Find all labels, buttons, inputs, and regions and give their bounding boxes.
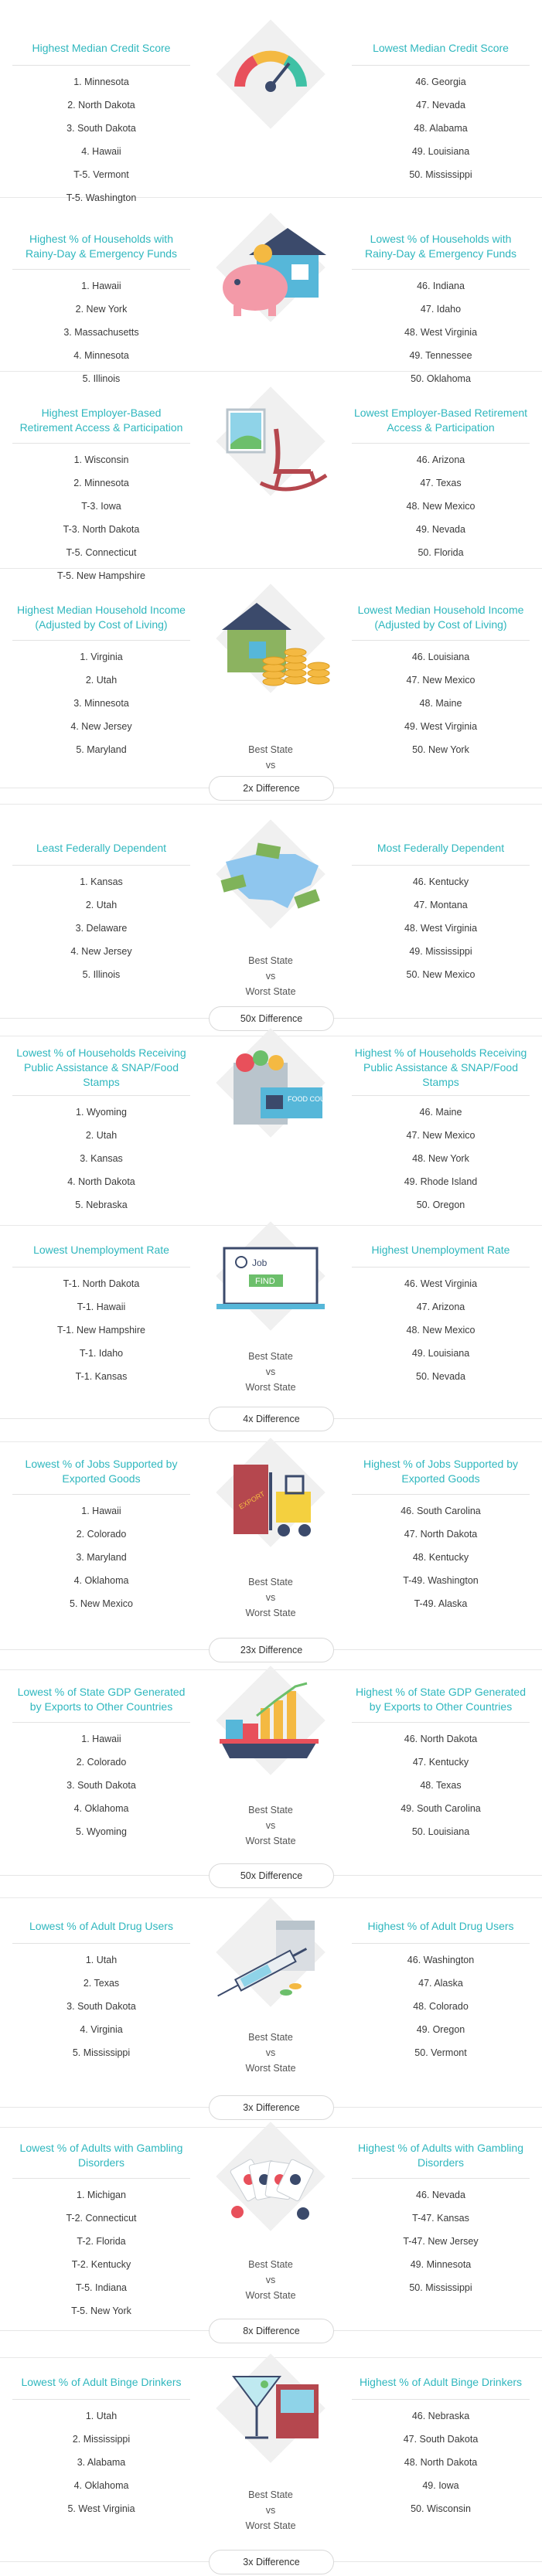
title-underline bbox=[12, 1095, 190, 1096]
ranking-list-item: 1. Utah bbox=[85, 1955, 118, 1965]
food-coupon-icon bbox=[203, 1040, 339, 1155]
find-text: FIND bbox=[255, 1277, 275, 1286]
ranking-list-item: 49. Louisiana bbox=[411, 1348, 470, 1359]
job-text: Job bbox=[252, 1257, 268, 1268]
left-ranking-title: Lowest % of Households Receiving Public Assistance & SNAP/Food Stamps bbox=[16, 1046, 186, 1088]
ranking-list-item: 49. Tennessee bbox=[409, 350, 472, 361]
best-state-label: Best State bbox=[248, 2259, 293, 2270]
left-ranking-list bbox=[12, 1948, 190, 2064]
right-ranking-list bbox=[352, 1101, 530, 1217]
left-ranking-title: Lowest % of Jobs Supported by Exported Goods bbox=[25, 1458, 178, 1485]
ranking-list-item: 3. South Dakota bbox=[66, 1780, 136, 1791]
ranking-list-item: 5. Nebraska bbox=[75, 1200, 128, 1210]
title-underline bbox=[352, 1095, 530, 1096]
ranking-list-item: 47. Kentucky bbox=[412, 1757, 469, 1768]
difference-row bbox=[0, 2317, 542, 2345]
ranking-list-item: 46. South Carolina bbox=[401, 1506, 481, 1516]
difference-row bbox=[0, 1636, 542, 1664]
right-ranking-list bbox=[352, 870, 530, 986]
right-ranking-column bbox=[352, 398, 530, 564]
right-ranking-title: Highest Unemployment Rate bbox=[371, 1243, 510, 1256]
ranking-list-item: 2. New York bbox=[75, 304, 128, 315]
ranking-list-item: T-1. North Dakota bbox=[63, 1278, 140, 1289]
forklift-export-icon bbox=[203, 1449, 339, 1565]
title-underline bbox=[12, 1494, 190, 1495]
right-ranking-list bbox=[352, 1948, 530, 2064]
difference-badge: 3x Difference bbox=[209, 2095, 334, 2120]
ranking-list-item: 4. Hawaii bbox=[81, 146, 121, 157]
difference-row bbox=[0, 774, 542, 802]
left-ranking-column bbox=[12, 1677, 190, 1843]
ranking-list-item: 3. Minnesota bbox=[73, 698, 129, 709]
ranking-list-item: 47. New Mexico bbox=[406, 1130, 476, 1141]
right-ranking-list bbox=[352, 1272, 530, 1388]
title-underline bbox=[12, 865, 190, 866]
right-ranking-list bbox=[352, 1727, 530, 1843]
ranking-list-item: 48. Alabama bbox=[414, 123, 468, 134]
left-ranking-title: Highest Median Household Income (Adjusted by Cost of Living) bbox=[17, 604, 186, 631]
ranking-list-item: 50. Oregon bbox=[416, 1200, 465, 1210]
right-ranking-column bbox=[352, 1449, 530, 1615]
difference-badge: 2x Difference bbox=[209, 776, 334, 801]
ranking-list-item: 3. Massachusetts bbox=[63, 327, 139, 338]
title-underline bbox=[352, 640, 530, 641]
ranking-list-item: 46. Arizona bbox=[416, 454, 465, 465]
right-ranking-column bbox=[352, 1233, 530, 1388]
difference-row bbox=[0, 1405, 542, 1433]
title-underline bbox=[352, 269, 530, 270]
ranking-list-item: T-3. Iowa bbox=[81, 501, 121, 512]
best-vs-worst-label bbox=[203, 1574, 339, 1621]
ranking-list-item: 2. Utah bbox=[85, 1130, 118, 1141]
left-ranking-column bbox=[12, 31, 190, 209]
best-vs-worst-label bbox=[203, 2487, 339, 2533]
ranking-list-item: 50. Vermont bbox=[414, 2047, 467, 2058]
ranking-list-item: T-2. Connecticut bbox=[66, 2213, 137, 2224]
left-ranking-title: Least Federally Dependent bbox=[36, 841, 167, 854]
ranking-list-item: 50. New York bbox=[412, 744, 469, 755]
ranking-list-item: T-5. Washington bbox=[66, 192, 137, 203]
right-ranking-title: Highest % of Adults with Gambling Disorders bbox=[358, 2142, 523, 2169]
title-underline bbox=[352, 443, 530, 444]
ranking-list-item: 46. Nevada bbox=[416, 2190, 465, 2200]
ranking-list-item: 48. West Virginia bbox=[404, 327, 478, 338]
right-ranking-list bbox=[352, 2183, 530, 2299]
ranking-list-item: 47. Nevada bbox=[416, 100, 465, 111]
left-ranking-list bbox=[12, 70, 190, 209]
right-ranking-column bbox=[352, 595, 530, 761]
ranking-list-item: 1. Hawaii bbox=[81, 1734, 121, 1744]
left-ranking-title: Lowest % of Adult Binge Drinkers bbox=[21, 2375, 182, 2388]
left-ranking-column bbox=[12, 398, 190, 587]
title-underline bbox=[12, 65, 190, 66]
left-ranking-column bbox=[12, 2365, 190, 2520]
left-ranking-list bbox=[12, 274, 190, 390]
right-ranking-list bbox=[352, 274, 530, 390]
vs-label: vs bbox=[265, 971, 276, 982]
ranking-list-item: T-1. New Hampshire bbox=[57, 1325, 145, 1336]
ranking-list-item: 49. Rhode Island bbox=[404, 1176, 478, 1187]
title-underline bbox=[12, 443, 190, 444]
ranking-list-item: 1. Minnesota bbox=[73, 77, 129, 87]
difference-badge: 8x Difference bbox=[209, 2319, 334, 2343]
ranking-list-item: 4. Virginia bbox=[80, 2024, 123, 2035]
ranking-list-item: 48. New Mexico bbox=[406, 1325, 476, 1336]
ranking-list-item: 4. Oklahoma bbox=[73, 1575, 129, 1586]
piggy-bank-house-icon bbox=[203, 224, 339, 340]
ranking-list-item: T-47. Kansas bbox=[412, 2213, 469, 2224]
right-ranking-column bbox=[352, 1040, 530, 1217]
ranking-list-item: 49. West Virginia bbox=[404, 721, 478, 732]
right-ranking-list bbox=[352, 645, 530, 761]
left-ranking-list bbox=[12, 1272, 190, 1388]
title-underline bbox=[12, 1267, 190, 1268]
worst-state-label: Worst State bbox=[245, 1382, 296, 1393]
left-ranking-title: Lowest % of State GDP Generated by Exports to Other Countries bbox=[17, 1686, 186, 1713]
playing-cards-icon bbox=[203, 2133, 339, 2249]
ranking-list-item: 47. South Dakota bbox=[403, 2434, 479, 2445]
ranking-list-item: 46. Georgia bbox=[415, 77, 466, 87]
left-ranking-column bbox=[12, 2133, 190, 2322]
ranking-list-item: 1. Hawaii bbox=[81, 281, 121, 291]
ranking-list-item: T-5. Connecticut bbox=[66, 547, 137, 558]
ranking-list-item: 46. Nebraska bbox=[411, 2411, 470, 2421]
coupon-text: FOOD COUPON bbox=[288, 1095, 339, 1103]
vs-label: vs bbox=[265, 2505, 276, 2516]
ranking-list-item: T-1. Hawaii bbox=[77, 1302, 126, 1312]
ranking-list-item: 1. Utah bbox=[85, 2411, 118, 2421]
ranking-list-item: 1. Michigan bbox=[77, 2190, 126, 2200]
title-underline bbox=[352, 1722, 530, 1723]
title-underline bbox=[12, 1722, 190, 1723]
difference-row bbox=[0, 1862, 542, 1890]
us-map-money-icon bbox=[203, 831, 339, 947]
right-ranking-title: Lowest % of Households with Rainy-Day & Emergency Funds bbox=[364, 233, 517, 260]
left-ranking-title: Highest Median Credit Score bbox=[32, 41, 171, 54]
title-underline bbox=[352, 2178, 530, 2179]
left-ranking-column bbox=[12, 1909, 190, 2064]
ranking-list-item: 49. Nevada bbox=[416, 524, 465, 535]
syringe-pills-icon bbox=[203, 1909, 339, 2025]
ranking-list-item: 48. New Mexico bbox=[406, 501, 476, 512]
ranking-list-item: 2. Colorado bbox=[76, 1757, 127, 1768]
worst-state-label: Worst State bbox=[245, 1608, 296, 1618]
ranking-list-item: T-1. Idaho bbox=[79, 1348, 124, 1359]
ranking-list-item: 50. Wisconsin bbox=[411, 2503, 471, 2514]
left-ranking-column bbox=[12, 1449, 190, 1615]
ranking-list-item: 2. Texas bbox=[83, 1978, 120, 1989]
left-ranking-list bbox=[12, 448, 190, 587]
cargo-ship-chart-icon bbox=[203, 1677, 339, 1793]
ranking-list-item: T-49. Alaska bbox=[414, 1598, 468, 1609]
ranking-list-item: 46. West Virginia bbox=[404, 1278, 478, 1289]
right-ranking-column bbox=[352, 1677, 530, 1843]
ranking-list-item: 46. Maine bbox=[419, 1107, 462, 1118]
ranking-list-item: 3. Maryland bbox=[76, 1552, 127, 1563]
right-ranking-title: Lowest Median Credit Score bbox=[373, 41, 509, 54]
ranking-list-item: 48. West Virginia bbox=[404, 923, 478, 934]
left-ranking-title: Lowest % of Adult Drug Users bbox=[29, 1919, 173, 1932]
left-ranking-list bbox=[12, 2404, 190, 2520]
right-ranking-title: Highest % of Adult Drug Users bbox=[367, 1919, 514, 1932]
ranking-list-item: 2. Minnesota bbox=[73, 478, 129, 488]
ranking-list-item: 49. Minnesota bbox=[410, 2259, 472, 2270]
vs-label: vs bbox=[265, 760, 276, 771]
ranking-list-item: 49. Iowa bbox=[422, 2480, 459, 2491]
left-ranking-column bbox=[12, 1233, 190, 1388]
best-state-label: Best State bbox=[248, 2032, 293, 2043]
vs-label: vs bbox=[265, 1820, 276, 1831]
ranking-list-item: 2. Colorado bbox=[76, 1529, 127, 1540]
left-ranking-title: Lowest % of Adults with Gambling Disorders bbox=[19, 2142, 183, 2169]
best-vs-worst-label bbox=[203, 2030, 339, 2076]
difference-badge: 50x Difference bbox=[209, 1006, 334, 1031]
best-state-label: Best State bbox=[248, 1351, 293, 1362]
title-underline bbox=[12, 1943, 190, 1944]
ranking-list-item: 49. South Carolina bbox=[401, 1803, 481, 1814]
ranking-list-item: T-5. New York bbox=[71, 2305, 131, 2316]
title-underline bbox=[352, 1943, 530, 1944]
ranking-list-item: 48. North Dakota bbox=[404, 2457, 478, 2468]
left-ranking-title: Lowest Unemployment Rate bbox=[33, 1243, 169, 1256]
ranking-list-item: 5. West Virginia bbox=[67, 2503, 135, 2514]
ranking-list-item: 1. Hawaii bbox=[81, 1506, 121, 1516]
right-ranking-title: Highest % of State GDP Generated by Exports to Other Countries bbox=[356, 1686, 526, 1713]
title-underline bbox=[12, 2399, 190, 2400]
ranking-list-item: 3. South Dakota bbox=[66, 123, 136, 134]
left-ranking-list bbox=[12, 1101, 190, 1217]
credit-score-gauge-icon bbox=[203, 31, 339, 147]
difference-badge: 23x Difference bbox=[209, 1638, 334, 1662]
right-ranking-list bbox=[352, 70, 530, 186]
export-text: EXPORT bbox=[237, 1489, 267, 1511]
title-underline bbox=[352, 65, 530, 66]
ranking-list-item: 47. Idaho bbox=[420, 304, 462, 315]
title-underline bbox=[12, 640, 190, 641]
ranking-list-item: 3. Alabama bbox=[77, 2457, 126, 2468]
difference-row bbox=[0, 2094, 542, 2122]
worst-state-label: Worst State bbox=[245, 2063, 296, 2074]
section-separator bbox=[0, 804, 542, 805]
ranking-list-item: T-5. New Hampshire bbox=[57, 570, 145, 581]
ranking-list-item: 49. Mississippi bbox=[409, 946, 472, 957]
right-ranking-title: Highest % of Adult Binge Drinkers bbox=[359, 2375, 523, 2388]
ranking-list-item: 4. Oklahoma bbox=[73, 1803, 129, 1814]
ranking-list-item: 1. Virginia bbox=[80, 652, 123, 662]
ranking-list-item: 46. North Dakota bbox=[404, 1734, 478, 1744]
ranking-list-item: 5. Mississippi bbox=[72, 2047, 131, 2058]
ranking-list-item: 2. North Dakota bbox=[67, 100, 135, 111]
worst-state-label: Worst State bbox=[245, 986, 296, 997]
right-ranking-title: Most Federally Dependent bbox=[377, 841, 505, 854]
ranking-list-item: T-2. Florida bbox=[77, 2236, 126, 2247]
best-state-label: Best State bbox=[248, 744, 293, 755]
title-underline bbox=[352, 2399, 530, 2400]
right-ranking-column bbox=[352, 2133, 530, 2299]
ranking-list-item: 5. Maryland bbox=[76, 744, 127, 755]
ranking-list-item: 5. Illinois bbox=[82, 373, 121, 384]
ranking-list-item: 50. Louisiana bbox=[411, 1826, 470, 1837]
ranking-list-item: 46. Indiana bbox=[417, 281, 465, 291]
difference-badge: 3x Difference bbox=[209, 2550, 334, 2574]
left-ranking-title: Highest % of Households with Rainy-Day & Emergency Funds bbox=[25, 233, 178, 260]
ranking-list-item: 5. Illinois bbox=[82, 969, 121, 980]
title-underline bbox=[352, 1267, 530, 1268]
ranking-list-item: 48. New York bbox=[412, 1153, 469, 1164]
ranking-list-item: T-5. Indiana bbox=[75, 2282, 127, 2293]
job-search-laptop-icon bbox=[203, 1233, 339, 1349]
worst-state-label: Worst State bbox=[245, 2520, 296, 2531]
ranking-list-item: 46. Louisiana bbox=[411, 652, 470, 662]
martini-glass-icon bbox=[203, 2365, 339, 2481]
ranking-list-item: 49. Louisiana bbox=[411, 146, 470, 157]
ranking-list-item: T-3. North Dakota bbox=[63, 524, 140, 535]
left-ranking-list bbox=[12, 1727, 190, 1843]
right-ranking-column bbox=[352, 224, 530, 390]
ranking-list-item: 50. Nevada bbox=[416, 1371, 465, 1382]
house-coins-icon bbox=[203, 595, 339, 711]
title-underline bbox=[352, 865, 530, 866]
ranking-list-item: 48. Maine bbox=[419, 698, 462, 709]
rocking-chair-icon bbox=[203, 398, 339, 514]
ranking-list-item: 4. New Jersey bbox=[70, 721, 132, 732]
ranking-list-item: 3. Delaware bbox=[75, 923, 128, 934]
ranking-list-item: 47. Arizona bbox=[416, 1302, 465, 1312]
ranking-list-item: 1. Wyoming bbox=[76, 1107, 127, 1118]
ranking-list-item: 3. Kansas bbox=[80, 1153, 123, 1164]
right-ranking-list bbox=[352, 2404, 530, 2520]
right-ranking-list bbox=[352, 448, 530, 564]
vs-label: vs bbox=[265, 1366, 276, 1377]
title-underline bbox=[352, 1494, 530, 1495]
left-ranking-column bbox=[12, 224, 190, 390]
ranking-list-item: 46. Kentucky bbox=[412, 876, 469, 887]
right-ranking-title: Highest % of Households Receiving Public Assistance & SNAP/Food Stamps bbox=[354, 1046, 527, 1088]
ranking-list-item: 50. Mississippi bbox=[409, 2282, 472, 2293]
vs-label: vs bbox=[265, 1592, 276, 1603]
ranking-list-item: 2. Mississippi bbox=[72, 2434, 131, 2445]
ranking-list-item: 5. Wyoming bbox=[76, 1826, 127, 1837]
ranking-list-item: 4. Oklahoma bbox=[73, 2480, 129, 2491]
left-ranking-list bbox=[12, 1499, 190, 1615]
ranking-list-item: 2. Utah bbox=[85, 675, 118, 686]
right-ranking-column bbox=[352, 831, 530, 986]
left-ranking-title: Highest Employer-Based Retirement Access & Participation bbox=[19, 407, 183, 434]
worst-state-label: Worst State bbox=[245, 2290, 296, 2301]
ranking-list-item: 3. South Dakota bbox=[66, 2001, 136, 2012]
ranking-list-item: 48. Colorado bbox=[413, 2001, 469, 2012]
right-ranking-title: Lowest Median Household Income (Adjusted by Cost of Living) bbox=[357, 604, 524, 631]
ranking-list-item: 4. New Jersey bbox=[70, 946, 132, 957]
ranking-list-item: T-5. Vermont bbox=[73, 169, 129, 180]
right-ranking-column bbox=[352, 2365, 530, 2520]
ranking-list-item: 49. Oregon bbox=[416, 2024, 465, 2035]
ranking-list-item: 4. Minnesota bbox=[73, 350, 129, 361]
ranking-list-item: 48. Kentucky bbox=[412, 1552, 469, 1563]
ranking-list-item: 5. New Mexico bbox=[70, 1598, 133, 1609]
ranking-list-item: 48. Texas bbox=[420, 1780, 462, 1791]
best-state-label: Best State bbox=[248, 955, 293, 966]
best-vs-worst-label bbox=[203, 2257, 339, 2303]
best-vs-worst-label bbox=[203, 953, 339, 999]
vs-label: vs bbox=[265, 2275, 276, 2285]
left-ranking-column bbox=[12, 831, 190, 986]
ranking-list-item: 4. North Dakota bbox=[67, 1176, 135, 1187]
ranking-list-item: 50. Florida bbox=[418, 547, 464, 558]
best-vs-worst-label bbox=[203, 1802, 339, 1849]
right-ranking-column bbox=[352, 31, 530, 186]
difference-badge: 50x Difference bbox=[209, 1863, 334, 1888]
right-ranking-column bbox=[352, 1909, 530, 2064]
left-ranking-list bbox=[12, 645, 190, 761]
left-ranking-column bbox=[12, 595, 190, 761]
ranking-list-item: 1. Wisconsin bbox=[73, 454, 129, 465]
ranking-list-item: 50. New Mexico bbox=[406, 969, 476, 980]
ranking-list-item: 2. Utah bbox=[85, 900, 118, 910]
left-ranking-list bbox=[12, 870, 190, 986]
ranking-list-item: 50. Mississippi bbox=[409, 169, 472, 180]
ranking-list-item: 47. New Mexico bbox=[406, 675, 476, 686]
difference-badge: 4x Difference bbox=[209, 1407, 334, 1431]
ranking-list-item: 47. Texas bbox=[420, 478, 462, 488]
left-ranking-column bbox=[12, 1040, 190, 1217]
difference-row bbox=[0, 2548, 542, 2576]
ranking-list-item: T-2. Kentucky bbox=[71, 2259, 131, 2270]
right-ranking-list bbox=[352, 1499, 530, 1615]
best-state-label: Best State bbox=[248, 1577, 293, 1587]
ranking-list-item: 47. Montana bbox=[414, 900, 468, 910]
ranking-list-item: 47. Alaska bbox=[418, 1978, 463, 1989]
best-state-label: Best State bbox=[248, 2489, 293, 2500]
ranking-list-item: 47. North Dakota bbox=[404, 1529, 478, 1540]
ranking-list-item: 1. Kansas bbox=[80, 876, 123, 887]
ranking-list-item: T-47. New Jersey bbox=[403, 2236, 479, 2247]
ranking-list-item: T-1. Kansas bbox=[75, 1371, 128, 1382]
title-underline bbox=[12, 2178, 190, 2179]
ranking-list-item: 50. Oklahoma bbox=[411, 373, 471, 384]
best-state-label: Best State bbox=[248, 1805, 293, 1815]
left-ranking-list bbox=[12, 2183, 190, 2322]
right-ranking-title: Highest % of Jobs Supported by Exported Goods bbox=[363, 1458, 518, 1485]
vs-label: vs bbox=[265, 2047, 276, 2058]
ranking-list-item: T-49. Washington bbox=[403, 1575, 479, 1586]
best-vs-worst-label bbox=[203, 1349, 339, 1395]
worst-state-label: Worst State bbox=[245, 1836, 296, 1846]
title-underline bbox=[12, 269, 190, 270]
right-ranking-title: Lowest Employer-Based Retirement Access & Participation bbox=[353, 407, 528, 434]
ranking-list-item: 46. Washington bbox=[407, 1955, 475, 1965]
